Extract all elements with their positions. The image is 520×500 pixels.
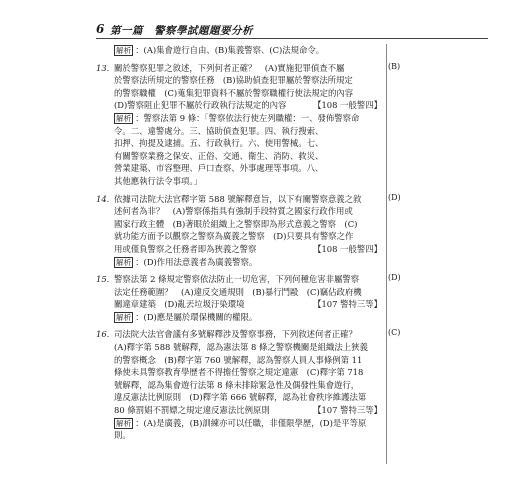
chapter-title: 第一篇 警察學試題題要分析 [110, 25, 253, 37]
exam-source: 【108 一般警四】 [313, 100, 382, 111]
answer-column-divider [386, 44, 387, 464]
explanation-line [96, 112, 382, 125]
line-text: 有關警察業務之保安、正俗、交通、衛生、消防、救災、 [114, 150, 324, 161]
line-text: 營業建築、市容整理、戶口查察、外事處理等事項。八、 [114, 163, 324, 174]
text-line [96, 391, 382, 404]
explanation-line [96, 44, 382, 57]
text-line [96, 243, 382, 256]
text-line [96, 74, 382, 87]
text-line [96, 429, 382, 442]
answer-key: (C) [388, 328, 401, 338]
line-text: ：警察法第 9 條：「警察依法行使左列職權：一、發佈警察命 [135, 112, 360, 123]
answer-key: (D) [388, 192, 401, 202]
question-content [96, 44, 382, 442]
line-text: 述何者為非？ (A)警察係指具有強制手段特質之國家行政作用或 [114, 206, 353, 217]
line-text: 條使未具警察教育學歷者不得擔任警察之規定違憲 (C)釋字第 718 [114, 367, 364, 378]
answer-key: (B) [388, 61, 401, 71]
explanation-tag: 解析 [116, 113, 132, 123]
line-text: (D)警察阻止犯罪不屬於行政執行法規定的內容 [114, 100, 287, 111]
line-text: 80 條罰娼不罰嫖之規定違反憲法比例原則 [114, 405, 270, 416]
text-line [96, 137, 382, 150]
line-text: 的警察概念 (B)釋字第 760 號解釋，認為警察人員人事條例第 11 [114, 354, 363, 365]
line-text: 令。二、違警處分。三、協助偵查犯罪。四、執行搜索、 [114, 125, 324, 136]
text-line [96, 341, 382, 354]
line-text: 扣押、拘提及逮捕。五、行政執行。六、使用警械。七、 [114, 138, 324, 149]
question-number: 14. [96, 193, 110, 204]
question-line [96, 193, 382, 206]
line-text: ：(A)是廣義，(B)訓練亦可以任職，非僅限學歷，(D)是平等原 [135, 417, 367, 428]
line-text: (A)釋字第 588 號解釋，認為憲法第 8 條之警察機關是組織法上狹義 [114, 342, 368, 353]
text-line [96, 175, 382, 188]
text-line [96, 125, 382, 138]
line-text: 的警察職權 (C)蒐集犯罪資料不屬於警察職權行使法規定的內容 [114, 87, 354, 98]
line-text: 司法院大法官會議有多號解釋涉及警察事務，下列敘述何者正確？ [114, 329, 357, 340]
text-line [96, 99, 382, 112]
explanation-line [96, 256, 382, 269]
explanation-tag: 解析 [116, 312, 132, 322]
page-header [96, 22, 486, 38]
text-line [96, 379, 382, 392]
text-line [96, 87, 382, 100]
line-text: 關於警察犯罪之敘述，下列何者正確？ (A)實施犯罪偵查不屬 [114, 62, 345, 73]
exam-source: 【108 一般警四】 [313, 243, 382, 254]
question-number: 15. [96, 274, 110, 285]
question-line [96, 62, 382, 75]
line-text: 於警察法所規定的警察任務 (B)協助偵查犯罪屬於警察法所規定 [114, 75, 353, 86]
line-text: 關違章建築 (D)亂丟垃圾汙染環境 [114, 299, 245, 310]
text-line [96, 230, 382, 243]
text-line [96, 150, 382, 163]
line-text: ：(D)作用法意義者為廣義警察。 [135, 256, 258, 267]
text-line [96, 286, 382, 299]
explanation-tag: 解析 [116, 418, 132, 428]
explanation-tag: 解析 [116, 257, 132, 267]
text-line [96, 218, 382, 231]
line-text: 違反憲法比例原則 (D)釋字第 666 號解釋，認為社會秩序維護法第 [114, 392, 367, 403]
explanation-line [96, 311, 382, 324]
text-line [96, 404, 382, 417]
explanation-line [96, 417, 382, 430]
exam-source: 【107 警特三等】 [313, 299, 382, 310]
page-number: 6 [96, 22, 105, 36]
line-text: 其他應執行法令事項。」 [114, 175, 202, 186]
line-text: 依據司法院大法官釋字第 588 號解釋意旨，以下有關警察意義之敘 [114, 193, 362, 204]
line-text: 用或僅負警察之任務者即為狹義之警察 [114, 243, 257, 254]
question-number: 13. [96, 62, 110, 73]
text-line [96, 162, 382, 175]
question-line [96, 328, 382, 341]
exam-source: 【107 警特三等】 [313, 405, 382, 416]
header-rule [96, 38, 488, 39]
text-line [96, 298, 382, 311]
text-line [96, 354, 382, 367]
line-text: 就功能方面予以觀察之警察為廣義之警察 (D)只要具有警察之作 [114, 231, 354, 242]
line-text: 警察法第 2 條規定警察依法防止一切危害，下列何種危害非屬警察 [114, 274, 360, 285]
line-text: 則。 [114, 430, 131, 441]
explanation-tag: 解析 [116, 46, 132, 55]
line-text: ：(D)應是屬於環保機關的權限。 [135, 311, 258, 322]
question-number: 16. [96, 329, 110, 340]
line-text: 號解釋，認為集會遊行法第 8 條未排除緊急性及偶發性集會遊行， [114, 379, 360, 390]
text-line [96, 366, 382, 379]
line-text: 法定任務範圍？ (A)違反交通規則 (B)暴行鬥毆 (C)竊佔政府機 [114, 286, 362, 297]
text-line [96, 205, 382, 218]
question-line [96, 273, 382, 286]
line-text: ：(A)集會遊行自由、(B)集義警察、(C)法規命令。 [135, 45, 325, 55]
answer-key: (D) [388, 273, 401, 283]
line-text: 國家行政主體 (B)著眼於組織上之警察即為形式意義之警察 (C) [114, 218, 358, 229]
